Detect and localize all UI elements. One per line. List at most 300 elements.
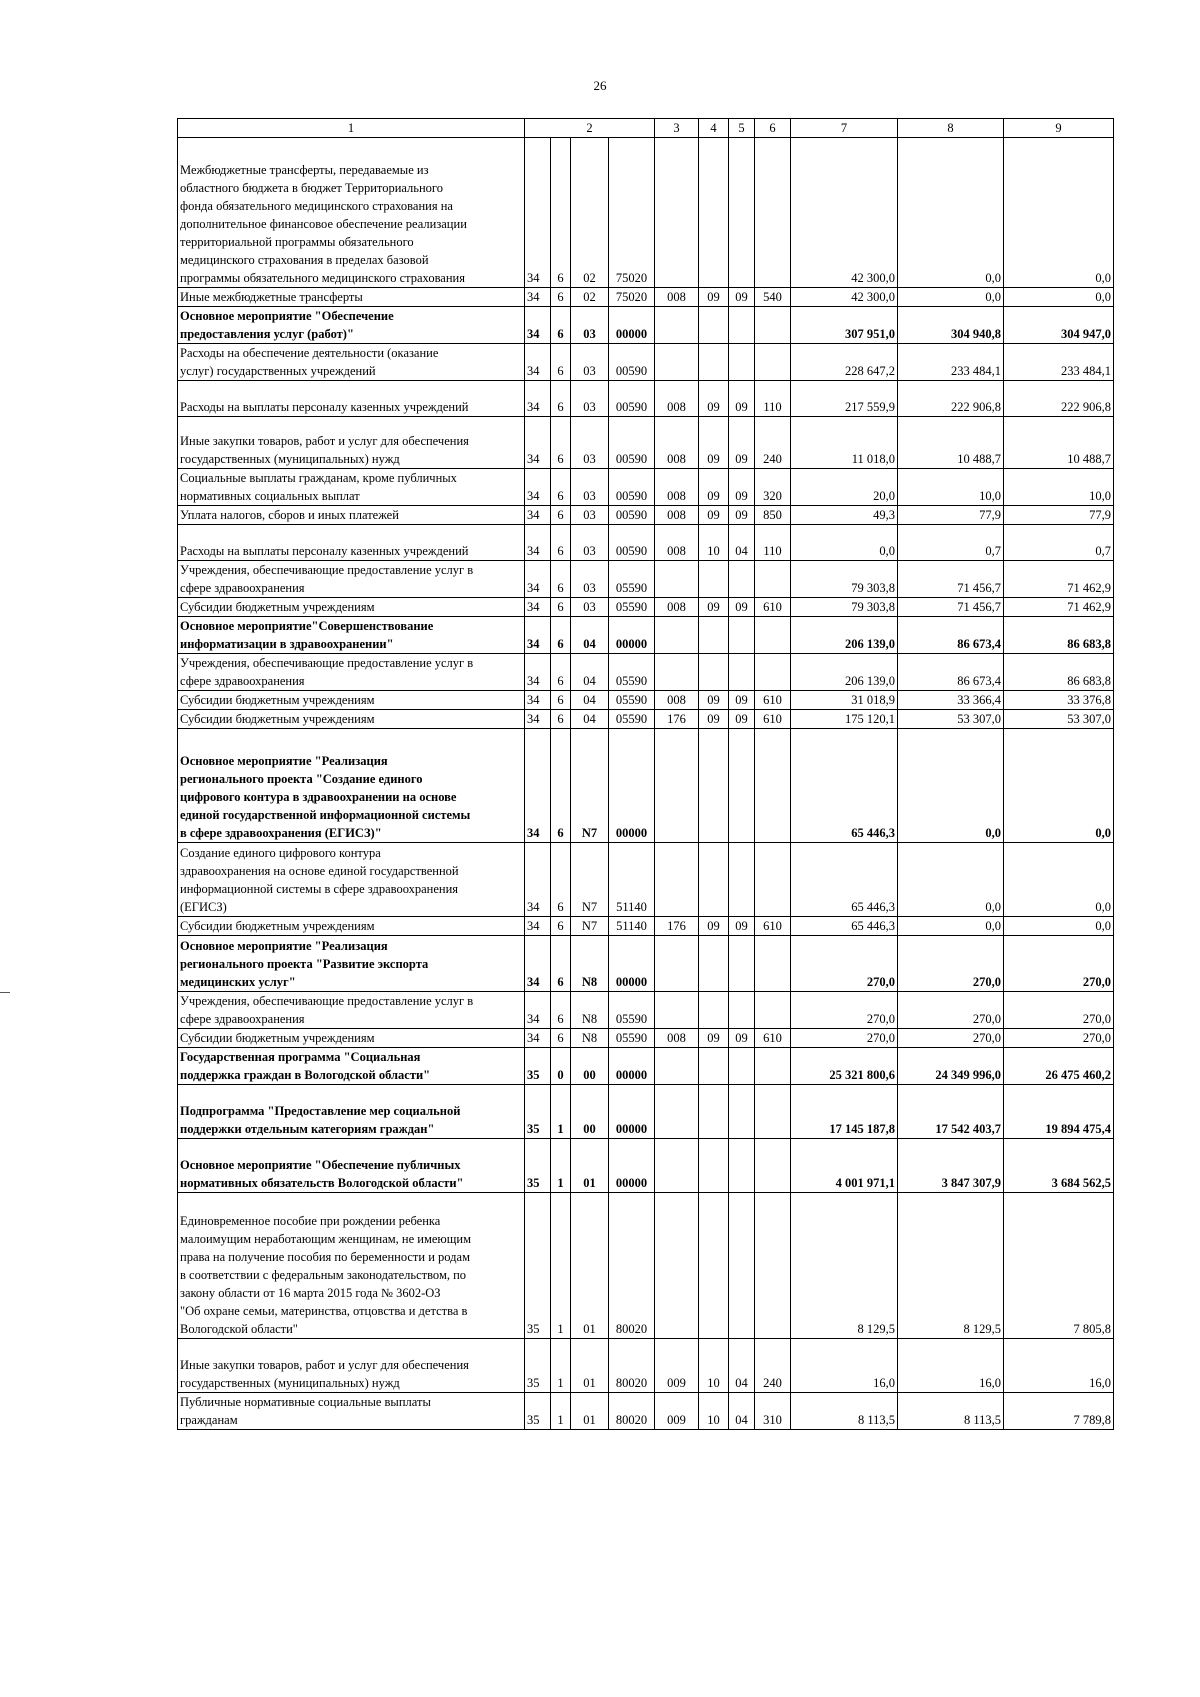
row-name-cell: Основное мероприятие "Реализация регионального проекта "Развитие экспорта медицинских услуг" [178, 936, 525, 992]
row-col7-cell: 307 951,0 [791, 307, 898, 344]
row-code-a-cell: 34 [525, 561, 551, 598]
row-col7-cell: 16,0 [791, 1339, 898, 1393]
row-col4-cell: 09 [699, 1029, 729, 1048]
table-row [178, 691, 1114, 710]
row-col4-cell [699, 843, 729, 917]
row-col4-cell [699, 1085, 729, 1139]
table-row [178, 381, 1114, 417]
row-code-b-cell: 0 [551, 1048, 571, 1085]
row-col5-cell: 04 [729, 525, 755, 561]
table-row [178, 417, 1114, 469]
row-code-d-cell: 00000 [609, 617, 655, 654]
row-code-a-cell: 35 [525, 1139, 551, 1193]
row-name-cell: Основное мероприятие "Обеспечение публичных нормативных обязательств Вологодской области" [178, 1139, 525, 1193]
row-col7-cell: 65 446,3 [791, 843, 898, 917]
row-col9-cell: 77,9 [1004, 506, 1114, 525]
row-code-d-cell: 51140 [609, 917, 655, 936]
row-code-d-cell: 05590 [609, 691, 655, 710]
row-col3-cell [655, 1085, 699, 1139]
table-row [178, 843, 1114, 917]
row-col6-cell: 240 [755, 1339, 791, 1393]
row-col7-cell: 270,0 [791, 1029, 898, 1048]
row-col9-cell: 10 488,7 [1004, 417, 1114, 469]
row-code-d-cell: 00590 [609, 344, 655, 381]
row-col6-cell: 610 [755, 691, 791, 710]
row-code-a-cell: 34 [525, 381, 551, 417]
row-col5-cell: 09 [729, 917, 755, 936]
header-col-3: 3 [655, 119, 699, 138]
row-code-d-cell: 05590 [609, 1029, 655, 1048]
row-col4-cell [699, 344, 729, 381]
row-col3-cell [655, 138, 699, 288]
row-col9-cell: 33 376,8 [1004, 691, 1114, 710]
row-col3-cell: 008 [655, 1029, 699, 1048]
row-col6-cell: 310 [755, 1393, 791, 1430]
row-col8-cell: 53 307,0 [898, 710, 1004, 729]
row-col3-cell: 008 [655, 598, 699, 617]
row-col6-cell [755, 843, 791, 917]
row-col3-cell: 008 [655, 525, 699, 561]
row-code-c-cell: N8 [571, 992, 609, 1029]
row-code-a-cell: 34 [525, 729, 551, 843]
row-code-b-cell: 6 [551, 710, 571, 729]
row-col9-cell: 86 683,8 [1004, 617, 1114, 654]
table-row [178, 710, 1114, 729]
row-col5-cell [729, 138, 755, 288]
row-col3-cell: 009 [655, 1339, 699, 1393]
row-code-d-cell: 75020 [609, 138, 655, 288]
row-code-d-cell: 80020 [609, 1339, 655, 1393]
row-col4-cell: 09 [699, 691, 729, 710]
row-code-c-cell: N8 [571, 1029, 609, 1048]
row-col9-cell: 0,0 [1004, 843, 1114, 917]
row-col3-cell [655, 1139, 699, 1193]
row-code-b-cell: 1 [551, 1085, 571, 1139]
row-col8-cell: 270,0 [898, 1029, 1004, 1048]
row-code-c-cell: 04 [571, 710, 609, 729]
table-row [178, 138, 1114, 288]
row-col3-cell [655, 992, 699, 1029]
row-col3-cell [655, 617, 699, 654]
row-code-a-cell: 34 [525, 843, 551, 917]
row-code-b-cell: 6 [551, 843, 571, 917]
row-name-cell: Субсидии бюджетным учреждениям [178, 598, 525, 617]
row-col6-cell [755, 1085, 791, 1139]
row-col8-cell: 10 488,7 [898, 417, 1004, 469]
row-code-a-cell: 35 [525, 1393, 551, 1430]
row-col7-cell: 79 303,8 [791, 598, 898, 617]
row-col4-cell: 09 [699, 469, 729, 506]
row-col7-cell: 4 001 971,1 [791, 1139, 898, 1193]
row-col5-cell [729, 654, 755, 691]
row-code-c-cell: 03 [571, 506, 609, 525]
row-col5-cell: 09 [729, 469, 755, 506]
row-col7-cell: 20,0 [791, 469, 898, 506]
row-name-cell: Субсидии бюджетным учреждениям [178, 710, 525, 729]
row-col6-cell [755, 992, 791, 1029]
row-code-d-cell: 75020 [609, 288, 655, 307]
row-col8-cell: 86 673,4 [898, 617, 1004, 654]
row-col3-cell: 008 [655, 417, 699, 469]
row-code-b-cell: 1 [551, 1393, 571, 1430]
row-code-b-cell: 6 [551, 561, 571, 598]
row-col9-cell: 19 894 475,4 [1004, 1085, 1114, 1139]
row-col6-cell: 850 [755, 506, 791, 525]
row-col7-cell: 25 321 800,6 [791, 1048, 898, 1085]
header-col-5: 5 [729, 119, 755, 138]
row-col8-cell: 304 940,8 [898, 307, 1004, 344]
row-code-b-cell: 6 [551, 381, 571, 417]
row-code-b-cell: 6 [551, 654, 571, 691]
row-col4-cell: 09 [699, 288, 729, 307]
row-code-c-cell: 03 [571, 417, 609, 469]
row-col3-cell [655, 1193, 699, 1339]
row-name-cell: Основное мероприятие "Обеспечение предоставления услуг (работ)" [178, 307, 525, 344]
row-name-cell: Учреждения, обеспечивающие предоставление услуг в сфере здравоохранения [178, 561, 525, 598]
row-name-cell: Уплата налогов, сборов и иных платежей [178, 506, 525, 525]
row-code-d-cell: 00000 [609, 307, 655, 344]
table-row [178, 1393, 1114, 1430]
row-col3-cell [655, 344, 699, 381]
row-code-a-cell: 34 [525, 710, 551, 729]
row-name-cell: Основное мероприятие "Реализация регионального проекта "Создание единого цифрового контура в здравоохранении на основе единой государственной информационной системы в сфере здравоохранения (ЕГИСЗ)" [178, 729, 525, 843]
row-code-a-cell: 34 [525, 598, 551, 617]
row-code-b-cell: 6 [551, 917, 571, 936]
table-row [178, 917, 1114, 936]
row-col6-cell: 610 [755, 1029, 791, 1048]
row-col8-cell: 33 366,4 [898, 691, 1004, 710]
row-col3-cell [655, 1048, 699, 1085]
row-col3-cell [655, 936, 699, 992]
row-col4-cell [699, 729, 729, 843]
row-col9-cell: 0,7 [1004, 525, 1114, 561]
row-code-d-cell: 00590 [609, 381, 655, 417]
row-code-b-cell: 1 [551, 1139, 571, 1193]
table-body [178, 138, 1114, 1430]
row-col7-cell: 206 139,0 [791, 617, 898, 654]
row-col4-cell: 09 [699, 381, 729, 417]
row-col5-cell: 09 [729, 381, 755, 417]
row-code-c-cell: N7 [571, 917, 609, 936]
row-col5-cell [729, 992, 755, 1029]
table-row [178, 617, 1114, 654]
row-col4-cell: 09 [699, 417, 729, 469]
row-col9-cell: 16,0 [1004, 1339, 1114, 1393]
row-col5-cell: 09 [729, 288, 755, 307]
row-code-c-cell: 03 [571, 307, 609, 344]
table-row [178, 1085, 1114, 1139]
row-col5-cell [729, 843, 755, 917]
row-col4-cell: 09 [699, 710, 729, 729]
row-code-b-cell: 6 [551, 417, 571, 469]
row-code-d-cell: 80020 [609, 1193, 655, 1339]
row-code-c-cell: 00 [571, 1048, 609, 1085]
row-code-b-cell: 6 [551, 506, 571, 525]
row-col5-cell [729, 1085, 755, 1139]
row-code-c-cell: 02 [571, 138, 609, 288]
table-row [178, 525, 1114, 561]
table-row [178, 344, 1114, 381]
row-code-c-cell: 01 [571, 1139, 609, 1193]
row-col7-cell: 65 446,3 [791, 917, 898, 936]
row-col8-cell: 0,0 [898, 917, 1004, 936]
row-col5-cell: 09 [729, 1029, 755, 1048]
row-col4-cell [699, 654, 729, 691]
row-code-a-cell: 34 [525, 307, 551, 344]
row-code-d-cell: 80020 [609, 1393, 655, 1430]
row-col5-cell [729, 344, 755, 381]
row-col6-cell: 110 [755, 381, 791, 417]
row-col8-cell: 0,7 [898, 525, 1004, 561]
row-col6-cell [755, 617, 791, 654]
row-col9-cell: 222 906,8 [1004, 381, 1114, 417]
row-col9-cell: 0,0 [1004, 917, 1114, 936]
header-col-2: 2 [525, 119, 655, 138]
row-code-a-cell: 34 [525, 288, 551, 307]
header-col-1: 1 [178, 119, 525, 138]
row-code-c-cell: 03 [571, 561, 609, 598]
table-row [178, 729, 1114, 843]
header-col-4: 4 [699, 119, 729, 138]
table-row [178, 598, 1114, 617]
row-code-c-cell: 03 [571, 344, 609, 381]
header-col-9: 9 [1004, 119, 1114, 138]
row-col5-cell [729, 936, 755, 992]
row-col6-cell [755, 1193, 791, 1339]
row-col8-cell: 8 113,5 [898, 1393, 1004, 1430]
row-col3-cell: 008 [655, 288, 699, 307]
row-code-b-cell: 6 [551, 469, 571, 506]
row-code-d-cell: 05590 [609, 710, 655, 729]
row-name-cell: Иные закупки товаров, работ и услуг для обеспечения государственных (муниципальных) нужд [178, 417, 525, 469]
row-col8-cell: 71 456,7 [898, 561, 1004, 598]
row-name-cell: Расходы на обеспечение деятельности (оказание услуг) государственных учреждений [178, 344, 525, 381]
row-col4-cell [699, 1193, 729, 1339]
row-col9-cell: 270,0 [1004, 992, 1114, 1029]
row-code-d-cell: 05590 [609, 654, 655, 691]
table-row [178, 1339, 1114, 1393]
row-code-c-cell: N7 [571, 729, 609, 843]
row-col4-cell [699, 1139, 729, 1193]
row-name-cell: Создание единого цифрового контура здравоохранения на основе единой государственной информационной системы в сфере здравоохранения (ЕГИСЗ) [178, 843, 525, 917]
row-col3-cell: 008 [655, 469, 699, 506]
row-col9-cell: 233 484,1 [1004, 344, 1114, 381]
row-col8-cell: 17 542 403,7 [898, 1085, 1004, 1139]
row-code-b-cell: 6 [551, 344, 571, 381]
row-code-a-cell: 34 [525, 654, 551, 691]
row-name-cell: Иные межбюджетные трансферты [178, 288, 525, 307]
row-code-d-cell: 00590 [609, 469, 655, 506]
row-col3-cell [655, 307, 699, 344]
row-col7-cell: 65 446,3 [791, 729, 898, 843]
row-code-c-cell: N7 [571, 843, 609, 917]
row-col5-cell: 09 [729, 598, 755, 617]
row-name-cell: Субсидии бюджетным учреждениям [178, 691, 525, 710]
row-col7-cell: 49,3 [791, 506, 898, 525]
row-col4-cell [699, 561, 729, 598]
row-name-cell: Социальные выплаты гражданам, кроме публичных нормативных социальных выплат [178, 469, 525, 506]
row-col5-cell: 09 [729, 710, 755, 729]
row-col7-cell: 42 300,0 [791, 288, 898, 307]
row-code-a-cell: 34 [525, 917, 551, 936]
row-col7-cell: 0,0 [791, 525, 898, 561]
row-code-c-cell: 01 [571, 1193, 609, 1339]
row-col4-cell: 10 [699, 525, 729, 561]
row-col5-cell [729, 617, 755, 654]
row-code-d-cell: 00590 [609, 525, 655, 561]
row-col4-cell: 09 [699, 598, 729, 617]
row-col9-cell: 0,0 [1004, 138, 1114, 288]
table-row [178, 506, 1114, 525]
row-col9-cell: 26 475 460,2 [1004, 1048, 1114, 1085]
row-code-a-cell: 35 [525, 1193, 551, 1339]
row-code-d-cell: 00590 [609, 417, 655, 469]
row-col6-cell [755, 561, 791, 598]
row-code-b-cell: 1 [551, 1193, 571, 1339]
row-col8-cell: 222 906,8 [898, 381, 1004, 417]
row-col7-cell: 79 303,8 [791, 561, 898, 598]
row-col6-cell [755, 344, 791, 381]
row-name-cell: Государственная программа "Социальная поддержка граждан в Вологодской области" [178, 1048, 525, 1085]
row-col4-cell [699, 992, 729, 1029]
row-code-a-cell: 34 [525, 1029, 551, 1048]
row-col5-cell [729, 1139, 755, 1193]
row-col5-cell [729, 307, 755, 344]
row-code-d-cell: 05590 [609, 561, 655, 598]
row-col9-cell: 270,0 [1004, 1029, 1114, 1048]
row-code-a-cell: 34 [525, 617, 551, 654]
row-code-d-cell: 05590 [609, 598, 655, 617]
row-col4-cell: 09 [699, 506, 729, 525]
row-col5-cell [729, 729, 755, 843]
row-col4-cell [699, 138, 729, 288]
table-row [178, 992, 1114, 1029]
row-code-a-cell: 35 [525, 1048, 551, 1085]
table-row [178, 469, 1114, 506]
row-col9-cell: 0,0 [1004, 729, 1114, 843]
row-col8-cell: 86 673,4 [898, 654, 1004, 691]
row-code-b-cell: 6 [551, 525, 571, 561]
row-col7-cell: 270,0 [791, 936, 898, 992]
scan-artifact-line [0, 992, 10, 993]
row-name-cell: Единовременное пособие при рождении ребенка малоимущим неработающим женщинам, не имеющим права на получение пособия по беременности и родам в соответствии с федеральным законодательством, по закону области от 16 марта 2015 года № 3602-ОЗ "Об охране семьи, материнства, отцовства и детства в Вологодской области" [178, 1193, 525, 1339]
row-col8-cell: 0,0 [898, 288, 1004, 307]
row-col9-cell: 53 307,0 [1004, 710, 1114, 729]
row-code-a-cell: 34 [525, 417, 551, 469]
row-col9-cell: 71 462,9 [1004, 598, 1114, 617]
row-name-cell: Подпрограмма "Предоставление мер социальной поддержки отдельным категориям граждан" [178, 1085, 525, 1139]
row-code-d-cell: 00590 [609, 506, 655, 525]
row-col8-cell: 270,0 [898, 936, 1004, 992]
row-col6-cell [755, 936, 791, 992]
row-code-b-cell: 6 [551, 1029, 571, 1048]
row-code-a-cell: 34 [525, 138, 551, 288]
row-code-d-cell: 00000 [609, 1085, 655, 1139]
row-code-a-cell: 34 [525, 344, 551, 381]
row-code-a-cell: 34 [525, 469, 551, 506]
row-col6-cell [755, 1048, 791, 1085]
row-col3-cell [655, 654, 699, 691]
row-col4-cell: 10 [699, 1393, 729, 1430]
page-number: 26 [593, 78, 607, 93]
row-col6-cell: 610 [755, 598, 791, 617]
row-col9-cell: 7 805,8 [1004, 1193, 1114, 1339]
row-col8-cell: 8 129,5 [898, 1193, 1004, 1339]
row-col7-cell: 8 129,5 [791, 1193, 898, 1339]
row-col8-cell: 0,0 [898, 729, 1004, 843]
row-col5-cell [729, 1048, 755, 1085]
row-col9-cell: 3 684 562,5 [1004, 1139, 1114, 1193]
row-col5-cell [729, 1193, 755, 1339]
header-col-8: 8 [898, 119, 1004, 138]
table-row [178, 1139, 1114, 1193]
row-code-d-cell: 00000 [609, 1139, 655, 1193]
row-col8-cell: 270,0 [898, 992, 1004, 1029]
row-code-a-cell: 34 [525, 525, 551, 561]
row-name-cell: Субсидии бюджетным учреждениям [178, 917, 525, 936]
row-col9-cell: 86 683,8 [1004, 654, 1114, 691]
row-col9-cell: 0,0 [1004, 288, 1114, 307]
row-code-c-cell: 03 [571, 381, 609, 417]
row-col8-cell: 0,0 [898, 138, 1004, 288]
row-code-c-cell: 04 [571, 654, 609, 691]
row-code-b-cell: 6 [551, 992, 571, 1029]
row-col6-cell: 320 [755, 469, 791, 506]
row-code-c-cell: 00 [571, 1085, 609, 1139]
row-code-d-cell: 00000 [609, 1048, 655, 1085]
row-col4-cell [699, 1048, 729, 1085]
row-code-d-cell: 51140 [609, 843, 655, 917]
row-code-b-cell: 6 [551, 288, 571, 307]
row-col7-cell: 17 145 187,8 [791, 1085, 898, 1139]
row-col3-cell [655, 729, 699, 843]
row-code-c-cell: 04 [571, 617, 609, 654]
row-name-cell: Расходы на выплаты персоналу казенных учреждений [178, 381, 525, 417]
row-col8-cell: 3 847 307,9 [898, 1139, 1004, 1193]
row-col7-cell: 8 113,5 [791, 1393, 898, 1430]
row-name-cell: Учреждения, обеспечивающие предоставление услуг в сфере здравоохранения [178, 654, 525, 691]
row-col6-cell [755, 138, 791, 288]
row-col7-cell: 206 139,0 [791, 654, 898, 691]
budget-table [177, 118, 1114, 1430]
row-col9-cell: 7 789,8 [1004, 1393, 1114, 1430]
row-code-b-cell: 1 [551, 1339, 571, 1393]
row-code-a-cell: 34 [525, 506, 551, 525]
row-col8-cell: 24 349 996,0 [898, 1048, 1004, 1085]
row-col5-cell: 09 [729, 417, 755, 469]
row-col8-cell: 71 456,7 [898, 598, 1004, 617]
row-code-b-cell: 6 [551, 598, 571, 617]
row-col6-cell: 240 [755, 417, 791, 469]
row-col7-cell: 11 018,0 [791, 417, 898, 469]
row-col4-cell [699, 617, 729, 654]
row-code-b-cell: 6 [551, 936, 571, 992]
row-code-c-cell: 03 [571, 469, 609, 506]
row-code-a-cell: 35 [525, 1339, 551, 1393]
row-col7-cell: 270,0 [791, 992, 898, 1029]
row-col3-cell: 176 [655, 710, 699, 729]
row-code-c-cell: 02 [571, 288, 609, 307]
row-name-cell: Публичные нормативные социальные выплаты гражданам [178, 1393, 525, 1430]
row-name-cell: Иные закупки товаров, работ и услуг для обеспечения государственных (муниципальных) нужд [178, 1339, 525, 1393]
row-code-c-cell: 03 [571, 598, 609, 617]
row-code-b-cell: 6 [551, 138, 571, 288]
table-row [178, 1048, 1114, 1085]
row-code-d-cell: 05590 [609, 992, 655, 1029]
row-col4-cell: 09 [699, 917, 729, 936]
row-col3-cell: 008 [655, 381, 699, 417]
table-row [178, 1029, 1114, 1048]
